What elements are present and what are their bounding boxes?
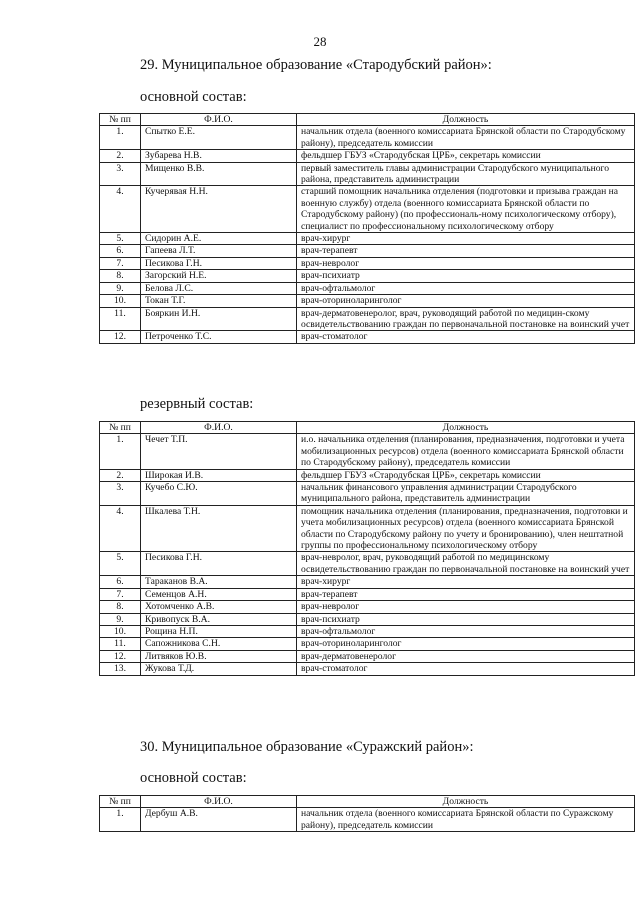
member-position: врач-офтальмолог	[297, 282, 635, 294]
table-reserve-29	[99, 421, 635, 676]
member-position: начальник отдела (военного комиссариата Брянской области по Суражскому району), председатель комиссии	[297, 808, 635, 832]
table-row	[100, 576, 635, 588]
row-number: 12.	[100, 650, 141, 662]
subtitle-main-29: основной состав:	[140, 89, 247, 105]
row-number: 6.	[100, 576, 141, 588]
table-row	[100, 295, 635, 307]
table-row	[100, 588, 635, 600]
table-row	[100, 625, 635, 637]
member-position: помощник начальника отделения (планирования, предназначения, подготовки и учета мобилизационных ресурсов) отдела (военного комиссариата Брянской области по Стародубскому району по учету и бронированию), член нештатной группы по профессиональному психологическому отбору	[297, 505, 635, 552]
table-row	[100, 552, 635, 576]
table-body	[100, 126, 635, 343]
row-number: 1.	[100, 434, 141, 469]
member-name: Хотомченко А.В.	[141, 601, 297, 613]
page-number: 28	[313, 34, 327, 49]
member-name: Жукова Т.Д.	[141, 663, 297, 675]
table-row	[100, 613, 635, 625]
row-number: 11.	[100, 638, 141, 650]
row-number: 1.	[100, 808, 141, 832]
table-row	[100, 245, 635, 257]
row-number: 1.	[100, 126, 141, 150]
table-row	[100, 126, 635, 150]
table-row	[100, 650, 635, 662]
table-body	[100, 434, 635, 675]
row-number: 5.	[100, 552, 141, 576]
table-row	[100, 331, 635, 343]
row-number: 3.	[100, 162, 141, 186]
table-row	[100, 150, 635, 162]
table-main-30	[99, 795, 635, 832]
table-row	[100, 186, 635, 233]
member-name: Песикова Г.Н.	[141, 552, 297, 576]
member-position: начальник отдела (военного комиссариата Брянской области по Стародубскому району), председатель комиссии	[297, 126, 635, 150]
member-name: Бояркин И.Н.	[141, 307, 297, 331]
member-position: врач-психиатр	[297, 270, 635, 282]
table-row	[100, 808, 635, 832]
row-number: 8.	[100, 601, 141, 613]
member-name: Спытко Е.Е.	[141, 126, 297, 150]
member-name: Песикова Г.Н.	[141, 257, 297, 269]
row-number: 7.	[100, 588, 141, 600]
row-number: 3.	[100, 482, 141, 506]
row-number: 7.	[100, 257, 141, 269]
member-position: старший помощник начальника отделения (подготовки и призыва граждан на военную службу) отдела (военного комиссариата Брянской области по Стародубскому району) (по профессиональ-ному психологическому отбору), специалист по профессиональному психологическому отбору	[297, 186, 635, 233]
table-row	[100, 601, 635, 613]
member-position: врач-дерматовенеролог	[297, 650, 635, 662]
table-row	[100, 469, 635, 481]
member-name: Петроченко Т.С.	[141, 331, 297, 343]
table-row	[100, 233, 635, 245]
row-number: 6.	[100, 245, 141, 257]
header-position: Должность	[297, 422, 635, 434]
member-name: Мищенко В.В.	[141, 162, 297, 186]
table-row	[100, 270, 635, 282]
section-title-29: 29. Муниципальное образование «Стародубский район»:	[140, 57, 492, 73]
header-name: Ф.И.О.	[141, 114, 297, 126]
member-position: врач-хирург	[297, 576, 635, 588]
header-name: Ф.И.О.	[141, 796, 297, 808]
member-name: Литвяков Ю.В.	[141, 650, 297, 662]
section-title-30: 30. Муниципальное образование «Суражский район»:	[140, 739, 474, 755]
row-number: 4.	[100, 505, 141, 552]
subtitle-reserve-29: резервный состав:	[140, 396, 254, 412]
member-name: Широкая И.В.	[141, 469, 297, 481]
table-header-row	[100, 422, 635, 434]
header-num: № пп	[100, 796, 141, 808]
member-name: Белова Л.С.	[141, 282, 297, 294]
header-num: № пп	[100, 422, 141, 434]
table-header-row	[100, 796, 635, 808]
member-position: врач-невролог	[297, 601, 635, 613]
member-name: Сапожникова С.Н.	[141, 638, 297, 650]
member-position: врач-оториноларинголог	[297, 638, 635, 650]
member-name: Семенцов А.Н.	[141, 588, 297, 600]
table-row	[100, 482, 635, 506]
header-position: Должность	[297, 114, 635, 126]
table-row	[100, 434, 635, 469]
table-row	[100, 638, 635, 650]
member-position: врач-дерматовенеролог, врач, руководящий работой по медицин-скому освидетельствованию граждан по первоначальной постановке на воинский учет	[297, 307, 635, 331]
row-number: 12.	[100, 331, 141, 343]
row-number: 2.	[100, 150, 141, 162]
row-number: 13.	[100, 663, 141, 675]
row-number: 5.	[100, 233, 141, 245]
member-name: Кучерявая Н.Н.	[141, 186, 297, 233]
header-num: № пп	[100, 114, 141, 126]
member-position: врач-оториноларинголог	[297, 295, 635, 307]
table-main-29	[99, 113, 635, 344]
member-position: фельдшер ГБУЗ «Стародубская ЦРБ», секретарь комиссии	[297, 150, 635, 162]
row-number: 2.	[100, 469, 141, 481]
member-name: Тараканов В.А.	[141, 576, 297, 588]
row-number: 10.	[100, 295, 141, 307]
header-name: Ф.И.О.	[141, 422, 297, 434]
member-position: и.о. начальника отделения (планирования, предназначения, подготовки и учета мобилизационных ресурсов) отдела (военного комиссариата Брянской области по Стародубскому району), председатель комиссии	[297, 434, 635, 469]
subtitle-main-30: основной состав:	[140, 770, 247, 786]
member-position: врач-стоматолог	[297, 331, 635, 343]
member-name: Токан Т.Г.	[141, 295, 297, 307]
member-name: Загорский Н.Е.	[141, 270, 297, 282]
row-number: 10.	[100, 625, 141, 637]
member-name: Рощина Н.П.	[141, 625, 297, 637]
member-position: врач-стоматолог	[297, 663, 635, 675]
member-position: врач-хирург	[297, 233, 635, 245]
member-position: врач-офтальмолог	[297, 625, 635, 637]
member-name: Кучебо С.Ю.	[141, 482, 297, 506]
row-number: 9.	[100, 613, 141, 625]
member-position: фельдшер ГБУЗ «Стародубская ЦРБ», секретарь комиссии	[297, 469, 635, 481]
member-name: Гапеева Л.Т.	[141, 245, 297, 257]
member-name: Дербуш А.В.	[141, 808, 297, 832]
table-row	[100, 162, 635, 186]
header-position: Должность	[297, 796, 635, 808]
table-body	[100, 808, 635, 832]
table-row	[100, 307, 635, 331]
row-number: 9.	[100, 282, 141, 294]
member-position: врач-невролог	[297, 257, 635, 269]
table-row	[100, 505, 635, 552]
member-position: врач-терапевт	[297, 245, 635, 257]
member-position: первый заместитель главы администрации Стародубского муниципального района, представитель администрации	[297, 162, 635, 186]
row-number: 4.	[100, 186, 141, 233]
table-header-row	[100, 114, 635, 126]
member-name: Сидорин А.Е.	[141, 233, 297, 245]
member-name: Шкалева Т.Н.	[141, 505, 297, 552]
row-number: 11.	[100, 307, 141, 331]
member-position: врач-невролог, врач, руководящий работой по медицинскому освидетельствованию граждан по первоначальной постановке на воинский учет	[297, 552, 635, 576]
member-position: врач-психиатр	[297, 613, 635, 625]
table-row	[100, 282, 635, 294]
member-position: врач-терапевт	[297, 588, 635, 600]
table-row	[100, 257, 635, 269]
member-name: Кривопуск В.А.	[141, 613, 297, 625]
row-number: 8.	[100, 270, 141, 282]
member-name: Чечет Т.П.	[141, 434, 297, 469]
member-name: Зубарева Н.В.	[141, 150, 297, 162]
member-position: начальник финансового управления администрации Стародубского муниципального района, представитель администрации	[297, 482, 635, 506]
table-row	[100, 663, 635, 675]
